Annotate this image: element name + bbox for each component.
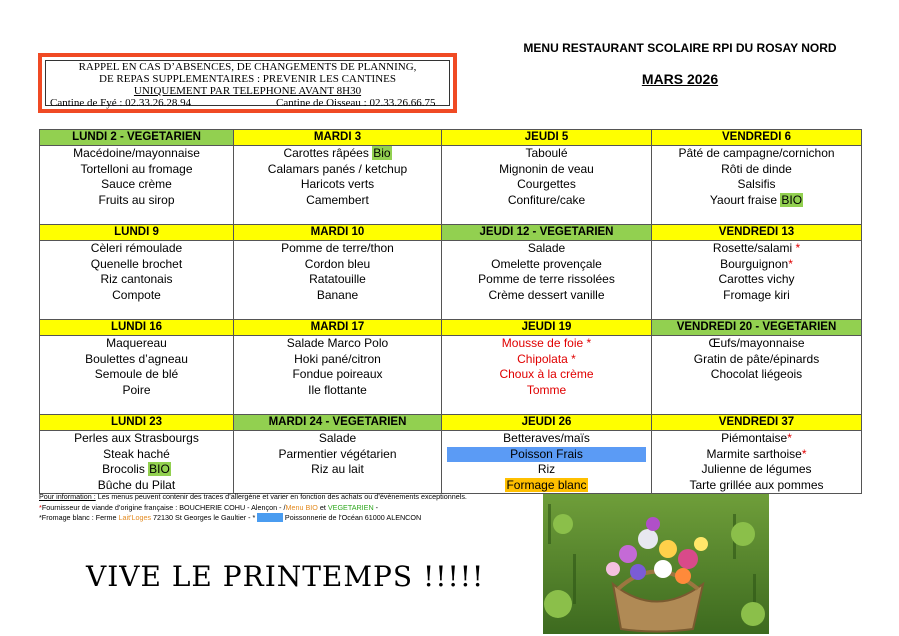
dish-item [40,241,233,257]
day-header: VENDREDI 6 [652,130,862,146]
dish-text: Mignonin de veau [499,161,594,176]
day-header: JEUDI 12 - VEGETARIEN [442,225,652,241]
line-end: - [373,502,379,512]
french-meat-star: * [787,431,792,445]
dish-item [652,383,861,399]
dish-text: Fruits au sirop [98,192,175,207]
dish-item [234,272,441,288]
week-dishes-row [40,431,862,494]
day-header: JEUDI 26 [442,415,652,431]
dish-text: Banane [316,287,359,302]
menu-month: MARS 2026 [641,71,719,87]
dish-item [652,478,861,494]
dish-text: Fondue poireaux [292,367,383,381]
dish-text: Salsifis [737,177,776,191]
dish-item [234,431,441,447]
dish-item [234,241,441,257]
dish-text: Cordon bleu [304,256,371,271]
day-menu-cell [442,241,652,320]
dish-text: Riz cantonais [100,272,173,286]
day-header: MARDI 10 [234,225,442,241]
dish-item [234,162,441,178]
dish-item [40,336,233,352]
dish-text: Crème dessert vanille [488,287,605,302]
day-header: MARDI 17 [234,320,442,336]
dish-text: Pomme de terre rissolées [478,272,615,286]
dish-item [442,431,651,447]
info-text: Les menus peuvent contenir des traces d’allergène et varier en fonction des achats ou d’évènements exceptionnels. [95,492,467,501]
dish-item [652,257,861,273]
dish-text: Tomme [526,382,567,397]
dish-text: Ratatouille [309,272,366,286]
supplier-star: * [39,502,42,512]
dish-item [234,146,441,162]
week-dishes-row [40,146,862,225]
dish-text: Tortelloni au fromage [80,161,193,176]
day-menu-cell [652,431,862,494]
dish-item [40,352,233,368]
dish-item [234,367,441,383]
dish-item [40,193,233,209]
dish-text: Betteraves/maïs [503,431,590,445]
poisson-color-key: Poisson [257,513,283,522]
dish-text: Maquereau [106,336,167,350]
dish-text: Parmentier végétarien [278,446,397,461]
menu-bio-note: Menu BIO [285,502,318,512]
dish-text: Quenelle brochet [90,256,183,271]
dish-item [234,447,441,463]
dish-item [442,352,651,368]
day-menu-cell [40,146,234,225]
dish-text: Courgettes [517,177,576,191]
week-dishes-row [40,241,862,320]
dish-item [40,177,233,193]
day-menu-cell [234,241,442,320]
dish-item [652,272,861,288]
day-header: VENDREDI 13 [652,225,862,241]
day-menu-cell [234,146,442,225]
dish-item [652,177,861,193]
day-menu-cell [652,146,862,225]
dish-text: Macédoine/mayonnaise [73,146,200,160]
day-header: JEUDI 5 [442,130,652,146]
dish-text: Boulettes d’agneau [85,351,188,366]
dish-text: Camembert [306,192,369,207]
dish-item [442,272,651,288]
dish-text: Bûche du Pilat [97,477,176,492]
dish-item [234,193,441,209]
dish-text: Semoule de blé [94,367,179,381]
dish-item [234,383,441,399]
day-header: VENDREDI 37 [652,415,862,431]
dish-item [40,257,233,273]
french-meat-star: * [795,241,801,255]
dish-text: Pâté de campagne/cornichon [678,146,835,160]
dish-item [442,383,651,399]
vegetarien-note: VEGETARIEN [327,502,374,512]
dish-text: Haricots verts [300,177,375,191]
french-meat-star: * [801,446,807,461]
dish-text: Tarte grillée aux pommes [689,477,824,492]
dish-item [40,383,233,399]
fromage-note: *Fromage blanc : Ferme [39,513,119,522]
day-header: LUNDI 16 [40,320,234,336]
fromage-location: 72130 St Georges le Gaultier - * [151,513,258,522]
dish-item [442,336,651,352]
notice-line-2: DE REPAS SUPPLEMENTAIRES : PREVENIR LES CANTINES [99,73,396,85]
dish-item [234,257,441,273]
week-dishes-row [40,336,862,415]
dish-item [652,336,861,352]
bio-badge: BIO [781,192,803,207]
dish-text: Salade [318,431,357,445]
day-menu-cell [40,241,234,320]
dish-text: Chocolat liégeois [710,367,803,381]
dish-item [652,288,861,304]
dish-text: Poire [122,382,151,397]
day-menu-cell [442,146,652,225]
dish-text: Cèleri rémoulade [90,241,183,255]
dish-text: Yaourt fraise [709,192,781,207]
dish-item [442,193,651,209]
dish-item [652,146,861,162]
dish-item [40,146,233,162]
dish-item [442,367,651,383]
and-text: et [317,502,328,512]
day-menu-cell [442,431,652,494]
dish-item [652,367,861,383]
dish-text: Riz [537,462,556,476]
dish-text: Chipolata * [517,351,576,366]
dish-item [40,462,233,478]
day-menu-cell [442,336,652,415]
day-menu-cell [40,431,234,494]
dish-item [442,241,651,257]
day-header: MARDI 3 [234,130,442,146]
dish-item [652,193,861,209]
bio-badge: Bio [373,146,391,160]
menu-table [39,129,862,494]
poissonnerie-note: Poissonnerie de l’Océan 61000 ALENCON [282,513,422,522]
dish-text: Carottes râpées [283,146,373,160]
day-menu-cell [40,336,234,415]
day-menu-cell [652,336,862,415]
dish-item [234,336,441,352]
dish-text: Pomme de terre/thon [281,241,394,255]
day-menu-cell [652,241,862,320]
flower-basket-image [543,494,769,634]
cantine-oisseau-phone: Cantine de Oisseau : 02.33.26.66.75 [276,97,436,109]
dish-text: Compote [112,287,161,302]
dish-text: Carottes vichy [718,272,795,286]
menu-title: MENU RESTAURANT SCOLAIRE RPI DU ROSAY NORD [523,41,837,55]
farm-name: Lait'Loges [118,513,152,522]
dish-item [652,462,861,478]
flower-basket-photo [543,494,769,634]
french-meat-star: * [788,256,793,271]
dish-item [234,478,441,494]
dish-text: Piémontaise [721,431,788,445]
dish-item [652,447,861,463]
cantine-fye-phone: Cantine de Fyé : 02.33.26.28.94 [50,97,192,109]
notice-line-3: UNIQUEMENT PAR TELEPHONE AVANT 8H30 [133,85,362,97]
dish-text: Steak haché [103,446,170,461]
dish-text: Hoki pané/citron [294,351,381,366]
dish-text: Rosette/salami [712,241,796,255]
day-header: LUNDI 23 [40,415,234,431]
day-header: VENDREDI 20 - VEGETARIEN [652,320,862,336]
dish-text: Fromage kiri [723,287,790,302]
absence-notice-box [38,53,457,113]
dish-item [234,462,441,478]
dish-item [40,431,233,447]
footer-notes [39,492,467,524]
info-label: Pour information : [39,492,96,501]
dish-text: Bourguignon [720,256,789,271]
day-header: JEUDI 19 [442,320,652,336]
dish-item [447,447,646,463]
dish-text: Omelette provençale [491,256,602,271]
bio-badge: BIO [149,462,170,476]
dish-item [442,462,651,478]
dish-item [442,288,651,304]
dish-item [652,431,861,447]
dish-text: Julienne de légumes [701,462,812,476]
dish-item [234,177,441,193]
dish-text: Poisson Frais [510,446,583,461]
dish-item [442,478,651,494]
dish-item [652,352,861,368]
dish-text: Ile flottante [308,382,367,397]
day-header: LUNDI 9 [40,225,234,241]
dish-text: Brocolis [102,462,149,476]
dish-text: Perles aux Strasbourgs [74,431,199,445]
dish-text: Salade Marco Polo [286,336,389,350]
day-menu-cell [234,336,442,415]
week-header-row [40,415,862,431]
dish-item [442,177,651,193]
dish-text: Riz au lait [311,462,364,476]
dish-text: Calamars panés / ketchup [267,161,408,176]
dish-item [234,352,441,368]
dish-item [40,272,233,288]
dish-text: Gratin de pâte/épinards [693,351,820,366]
dish-text: Salade [527,241,566,255]
dish-text: Taboulé [525,146,568,160]
dish-text: Marmite sarthoise [706,446,802,461]
week-header-row [40,225,862,241]
dish-item [40,447,233,463]
dish-item [652,241,861,257]
dish-item [40,367,233,383]
week-header-row [40,130,862,146]
dish-text: Choux à la crème [499,367,594,381]
dish-text: Sauce crème [101,177,172,191]
dish-text: Confiture/cake [507,192,586,207]
week-header-row [40,320,862,336]
dish-item [40,162,233,178]
dish-text: Mousse de foie * [501,336,592,350]
dish-item [40,478,233,494]
day-menu-cell [234,431,442,494]
day-header: LUNDI 2 - VEGETARIEN [40,130,234,146]
dish-text: Rôti de dinde [721,161,792,176]
dish-text: Formage blanc [506,477,587,492]
spring-slogan: VIVE LE PRINTEMPS !!!!! [86,560,485,593]
dish-item [442,162,651,178]
day-header: MARDI 24 - VEGETARIEN [234,415,442,431]
dish-item [442,257,651,273]
dish-item [652,162,861,178]
notice-line-1: RAPPEL EN CAS D’ABSENCES, DE CHANGEMENTS DE PLANNING, [78,61,417,73]
supplier-text: Fournisseur de viande d’origine française : BOUCHERIE COHU - Alençon - / [41,502,286,512]
dish-item [234,288,441,304]
dish-text: Œufs/mayonnaise [708,336,805,350]
dish-item [442,146,651,162]
dish-item [40,288,233,304]
